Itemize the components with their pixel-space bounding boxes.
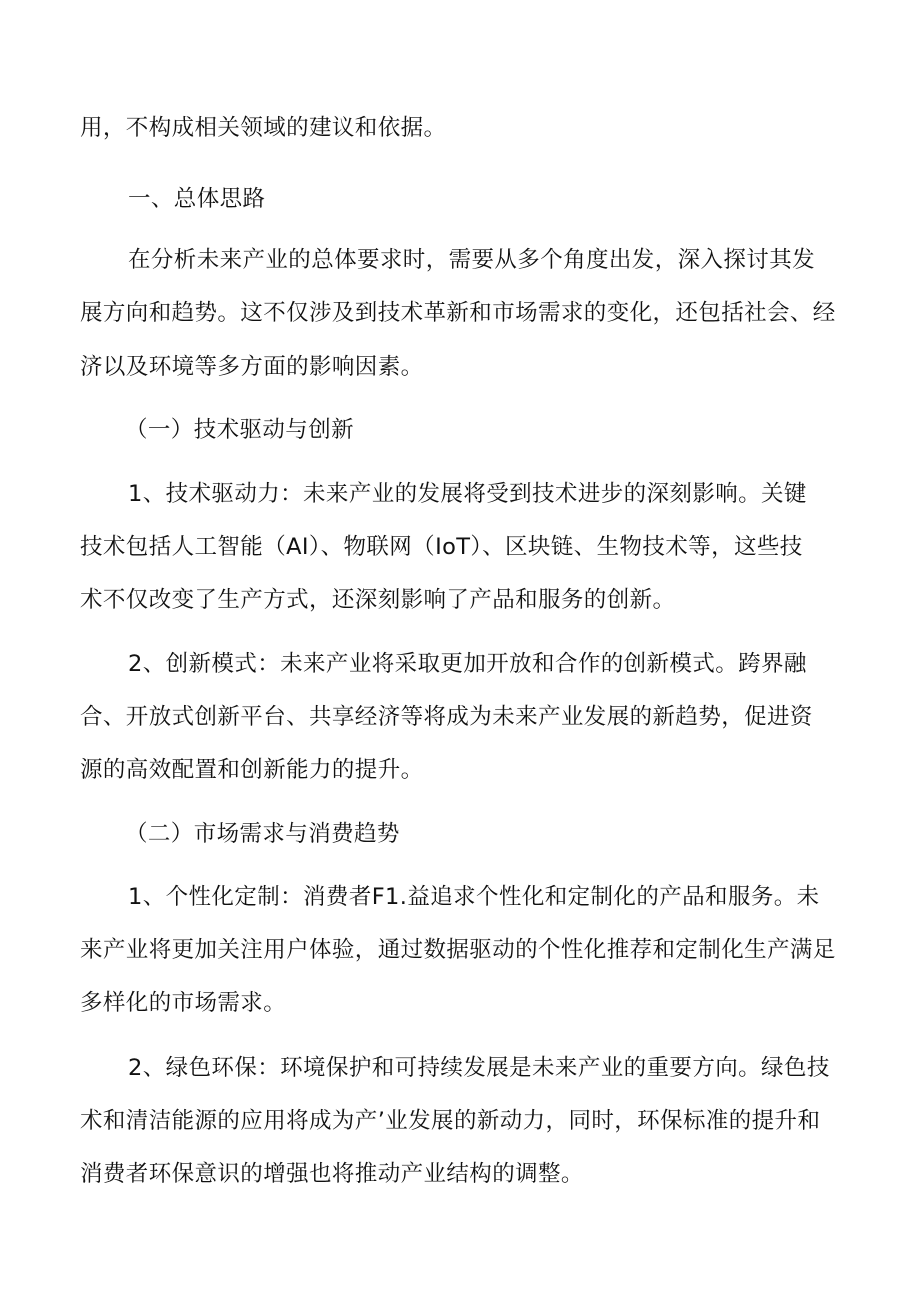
paragraph-line: 在分析未来产业的总体要求时，需要从多个角度出发，深入探讨其发 [128,247,816,273]
paragraph-line: 消费者环保意识的增强也将推动产业结构的调整。 [80,1161,584,1187]
paragraph-line: 2、创新模式：未来产业将采取更加开放和合作的创新模式。跨界融 [128,651,807,677]
paragraph-line: 术不仅改变了生产方式，还深刻影响了产品和服务的创新。 [80,587,676,613]
paragraph-line: 1、技术驱动力：未来产业的发展将受到技术进步的深刻影响。关键 [128,481,807,507]
subsection-heading: （二）市场需求与消费趋势 [125,821,400,847]
paragraph-line: 用，不构成相关领域的建议和依据。 [80,115,447,141]
paragraph-line: 展方向和趋势。这不仅涉及到技术革新和市场需求的变化，还包括社会、经 [80,300,836,326]
subsection-heading: （一）技术驱动与创新 [125,417,355,443]
paragraph-line: 合、开放式创新平台、共享经济等将成为未来产业发展的新趋势，促进资 [80,704,813,730]
paragraph-line: 术和清洁能源的应用将成为产’业发展的新动力，同时，环保标准的提升和 [80,1108,821,1134]
paragraph-line: 济以及环境等多方面的影响因素。 [80,354,424,380]
paragraph-line: 技术包括人工智能（AI）、物联网（IoT）、区块链、生物技术等，这些技 [80,534,803,560]
section-heading: 一、总体思路 [128,186,266,212]
paragraph-line: 2、绿色环保：环境保护和可持续发展是未来产业的重要方向。绿色技 [128,1055,830,1081]
paragraph-line: 源的高效配置和创新能力的提升。 [80,757,424,783]
paragraph-line: 1、个性化定制：消费者F1.益追求个性化和定制化的产品和服务。未 [128,884,820,910]
paragraph-line: 来产业将更加关注用户体验，通过数据驱动的个性化推荐和定制化生产满足 [80,937,836,963]
paragraph-line: 多样化的市场需求。 [80,990,287,1016]
